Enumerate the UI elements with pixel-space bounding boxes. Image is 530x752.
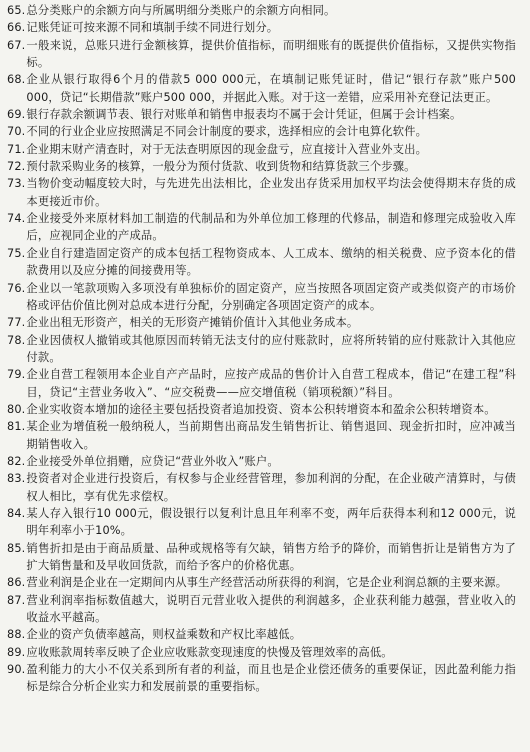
question-item [7,592,516,627]
question-item [7,141,516,158]
question-number: 68. [7,73,26,87]
question-item [7,158,516,175]
question-number: 87. [7,593,26,607]
question-number: 78. [7,333,26,347]
question-text: 不同的行业企业应按照满足不同会计制度的要求，选择相应的会计电算化软件。 [26,125,428,139]
question-item [7,210,516,245]
question-number: 80. [7,402,26,416]
question-text: 企业期末财产清查时，对于无法查明原因的现金盘亏，应直接计入营业外支出。 [26,142,428,156]
question-number: 74. [7,212,26,226]
question-text: 某企业为增值税一般纳税人，当前期售出商品发生销售折让、销售退回、现金折扣时，应冲减当期销售收入。 [26,420,516,451]
question-text: 银行存款余额调节表、银行对账单和销售申报表均不属于会计凭证，但属于会计档案。 [26,108,462,122]
question-item [7,453,516,470]
question-item [7,470,516,505]
question-item [7,175,516,210]
question-item [7,123,516,140]
question-item [7,19,516,36]
question-text: 当物价变动幅度较大时，与先进先出法相比，企业发出存货采用加权平均法会使得期末存货的成本更接近市价。 [26,177,516,208]
question-text: 企业实收资本增加的途径主要包括投资者追加投资、资本公积转增资本和盈余公积转增资本。 [26,402,496,416]
question-text: 企业因债权人撤销或其他原因而转销无法支付的应付账款时，应将所转销的应付账款计入其他应付款。 [26,333,516,364]
question-number: 90. [7,663,26,677]
question-number: 79. [7,368,26,382]
question-number: 71. [7,142,26,156]
question-number: 81. [7,420,26,434]
question-text: 盈利能力的大小不仅关系到所有者的利益，而且也是企业偿还债务的重要保证，因此盈利能力指标是综合分析企业实力和发展前景的重要指标。 [26,663,516,694]
question-text: 企业从银行取得6个月的借款5 000 000元，在填制记账凭证时，借记“银行存款”账户500 000，贷记“长期借款”账户500 000，并据此入账。对于这一差错，应采用补充登记法更正。 [26,73,516,104]
question-item [7,245,516,280]
question-number: 76. [7,281,26,295]
question-item [7,644,516,661]
question-text: 投资者对企业进行投资后，有权参与企业经营管理，参加利润的分配，在企业破产清算时，与债权人相比，享有优先求偿权。 [26,472,516,503]
question-number: 82. [7,454,26,468]
question-item [7,626,516,643]
question-text: 记账凭证可按来源不同和填制手续不同进行划分。 [26,21,279,35]
question-text: 企业出租无形资产，相关的无形资产摊销价值计入其他业务成本。 [26,316,359,330]
question-number: 65. [7,4,26,17]
question-number: 84. [7,506,26,520]
question-text: 企业接受外单位捐赠，应贷记“营业外收入”账户。 [26,454,279,468]
question-item [7,280,516,315]
question-item [7,540,516,575]
question-text: 营业利润率指标数值越大，说明百元营业收入提供的利润越多，企业获利能力越强，营业收入的收益水平越高。 [26,593,516,625]
question-item [7,401,516,418]
question-number: 75. [7,246,26,260]
question-text: 企业以一笔款项购入多项没有单独标价的固定资产，应当按照各项固定资产或类似资产的市场价格或评估价值比例对总成本进行分配，分别确定各项固定资产的成本。 [26,281,516,312]
question-number: 89. [7,645,26,659]
question-number: 66. [7,21,26,35]
question-item [7,505,516,540]
question-text: 企业的资产负债率越高，则权益乘数和产权比率越低。 [26,628,302,642]
question-item [7,71,516,106]
question-number: 77. [7,316,26,330]
question-text: 一般来说，总账只进行金额核算，提供价值指标，而明细账有的既提供价值指标，又提供实物指标。 [26,38,516,70]
question-number: 69. [7,108,26,122]
question-number: 72. [7,160,26,174]
question-number: 67. [7,38,26,52]
question-number: 70. [7,125,26,139]
question-text: 总分类账户的余额方向与所属明细分类账户的余额方向相同。 [26,4,336,17]
question-item [7,574,516,591]
question-number: 85. [7,541,26,555]
question-text: 营业利润是企业在一定期间内从事生产经营活动所获得的利润，它是企业利润总额的主要来源。 [26,576,508,590]
question-text: 企业自营工程领用本企业自产产品时，应按产成品的售价计入自营工程成本，借记“在建工程”科目，贷记“主营业务收入”、“应交税费——应交增值税（销项税额）”科目。 [26,368,516,399]
question-text: 销售折扣是由于商品质量、品种或规格等有欠缺，销售方给予的降价，而销售折让是销售方为了扩大销售量和及早收回货款，而给予客户的价格优惠。 [26,541,516,572]
question-item [7,37,516,72]
question-item [7,314,516,331]
question-item [7,418,516,453]
question-number: 86. [7,576,26,590]
question-text: 企业自行建造固定资产的成本包括工程物资成本、人工成本、缴纳的相关税费、应予资本化的借款费用以及应分摊的间接费用等。 [26,246,516,278]
question-item [7,106,516,123]
question-text: 某人存入银行10 000元，假设银行以复利计息且年利率不变，两年后获得本利和12 000元，说明年利率小于10%。 [26,506,516,538]
question-text: 预付款采购业务的核算，一般分为预付货款、收到货物和结算货款三个步骤。 [26,160,416,174]
question-number: 88. [7,628,26,642]
question-text: 应收账款周转率反映了企业应收账款变现速度的快慢及管理效率的高低。 [26,645,393,659]
question-number: 83. [7,472,26,486]
question-item [7,366,516,401]
question-number: 73. [7,177,26,191]
question-item [7,2,516,19]
question-item [7,661,516,696]
true-false-question-list [7,2,516,696]
question-text: 企业接受外来原材料加工制造的代制品和为外单位加工修理的代修品，制造和修理完成验收入库后，应视同企业的产成品。 [26,212,516,243]
question-item [7,332,516,367]
